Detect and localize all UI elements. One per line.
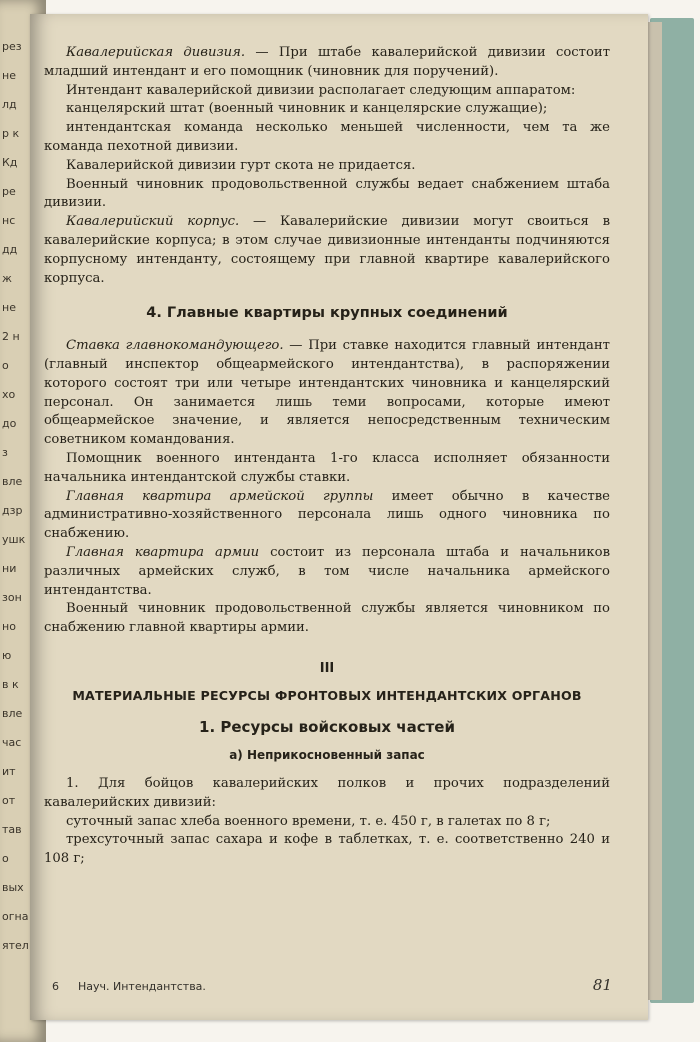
paragraph-text: имеет обычно в качестве административно-хозяйственного персонала лишь одного чиновника по снабжению. [44, 488, 610, 542]
left-page-text-fragment: о [2, 359, 9, 372]
paragraph: Помощник военного интенданта 1-го класса исполняет обязанности начальника интендантской службы ставки. [44, 450, 610, 485]
left-page-text-fragment: вле [2, 707, 23, 720]
left-page-text-fragment: о [2, 852, 9, 865]
run-in-heading: Главная квартира армии [66, 544, 260, 560]
signature-number: 6 [52, 980, 59, 993]
left-page-text-fragment: ушк [2, 533, 26, 546]
run-in-heading: Кавалерийский корпус. [66, 214, 240, 230]
left-page-text-fragment: вле [2, 475, 23, 488]
left-page-text-fragment: нс [2, 214, 16, 227]
subsection-heading: 1. Ресурсы войсковых частей [199, 717, 455, 736]
left-page-text-fragment: в к [2, 678, 19, 691]
book-page [30, 14, 648, 1020]
run-in-heading: Главная квартира армейской группы [66, 488, 374, 504]
paragraph-cavalry-corps [44, 213, 610, 288]
paragraph: суточный запас хлеба военного времени, т. е. 450 г, в галетах по 8 г; [66, 813, 551, 829]
page-body [44, 44, 610, 869]
left-page-text-fragment: лд [2, 98, 17, 111]
left-page-text-fragment: Кд [2, 156, 18, 169]
run-in-heading: Кавалерийская дивизия. [66, 45, 246, 60]
left-page-text-fragment: дзр [2, 504, 23, 517]
paragraph: 1. Для бойцов кавалерийских полков и прочих подразделений кавалерийских дивизий: [44, 776, 610, 810]
paragraph: Военный чиновник продовольственной службы ведает снабжением штаба дивизии. [44, 176, 610, 211]
page-number: 81 [592, 976, 612, 994]
paragraph: Интендант кавалерийской дивизии располагает следующим аппаратом: [66, 82, 576, 98]
left-page-text-fragment: тав [2, 823, 22, 836]
paragraph: трехсуточный запас сахара и кофе в таблетках, т. е. соответственно 240 и 108 г; [44, 832, 610, 867]
run-in-heading: Ставка главнокомандующего. [66, 338, 284, 354]
paragraph: канцелярский штат (военный чиновник и канцелярские служащие); [66, 101, 548, 117]
paragraph: Военный чиновник продовольственной службы является чиновником по снабжению главной квартиры армии. [44, 601, 610, 636]
paragraph-army [44, 544, 610, 600]
paragraph-text: состоит из персонала штаба и начальников различных армейских служб, в том числе начальника армейского интендантства. [44, 544, 610, 598]
paragraph-army-group [44, 488, 610, 544]
left-page-text-fragment: з [2, 446, 8, 459]
signature-mark: Науч. Интендантства. [78, 980, 206, 993]
left-page-text-fragment: вых [2, 881, 24, 894]
left-page-text-fragment: дд [2, 243, 18, 256]
left-page-text-fragment: огна [2, 910, 29, 923]
left-page-text-fragment: ре [2, 185, 16, 198]
part-number: III [319, 660, 335, 676]
left-page-text-fragment: от [2, 794, 16, 807]
left-page-text-fragment: но [2, 620, 16, 633]
paragraph: Кавалерийской дивизии гурт скота не придается. [66, 157, 416, 173]
page-footer [52, 976, 612, 996]
left-page-text-fragment: зон [2, 591, 22, 604]
left-page-text-fragment: ит [2, 765, 16, 778]
subsubsection-heading: а) Неприкосновенный запас [229, 748, 425, 763]
left-page-text-fragment: 2 н [2, 330, 20, 343]
left-page-text-fragment: хо [2, 388, 16, 401]
left-page-text-fragment: рез [2, 40, 22, 53]
paragraph-cavalry-division [44, 44, 610, 82]
part-heading: МАТЕРИАЛЬНЫЕ РЕСУРСЫ ФРОНТОВЫХ ИНТЕНДАНТСКИХ ОРГАНОВ [72, 687, 582, 703]
paragraph-text: — При штабе кавалерийской дивизии состоит младший интендант и его помощник (чиновник для поручений). [44, 45, 610, 79]
left-page-text-fragment: ни [2, 562, 17, 575]
paragraph-headquarters [44, 337, 610, 450]
paragraph-text: — Кавалерийские дивизии могут своиться в кавалерийские корпуса; в этом случае дивизионные интенданты подчиняются корпусному интенданту, состоящему при главной квартире кавалерийского корпуса. [44, 214, 610, 286]
paragraph: интендантская команда несколько меньшей численности, чем та же команда пехотной дивизии. [44, 120, 610, 154]
left-page-text-fragment: ж [2, 272, 12, 285]
left-page-text-fragment: не [2, 301, 16, 314]
left-page-text-fragment: не [2, 69, 16, 82]
left-page-text-fragment: до [2, 417, 17, 430]
left-page-text-fragment: ятел [2, 939, 29, 952]
left-page-text-fragment: ю [2, 649, 12, 662]
left-page-text-fragment: р к [2, 127, 20, 140]
left-page-text-fragment: час [2, 736, 22, 749]
paragraph-text: — При ставке находится главный интендант (главный инспектор общеармейского интендантства), в распоряжении которого состоят три или четыре интендантских чиновника и канцелярский персонал. Он занимается лишь теми вопросами, которые имеют общеармейское значение, и является непосредственным техническим советником командования. [44, 338, 610, 448]
section-heading: 4. Главные квартиры крупных соединений [146, 305, 508, 322]
